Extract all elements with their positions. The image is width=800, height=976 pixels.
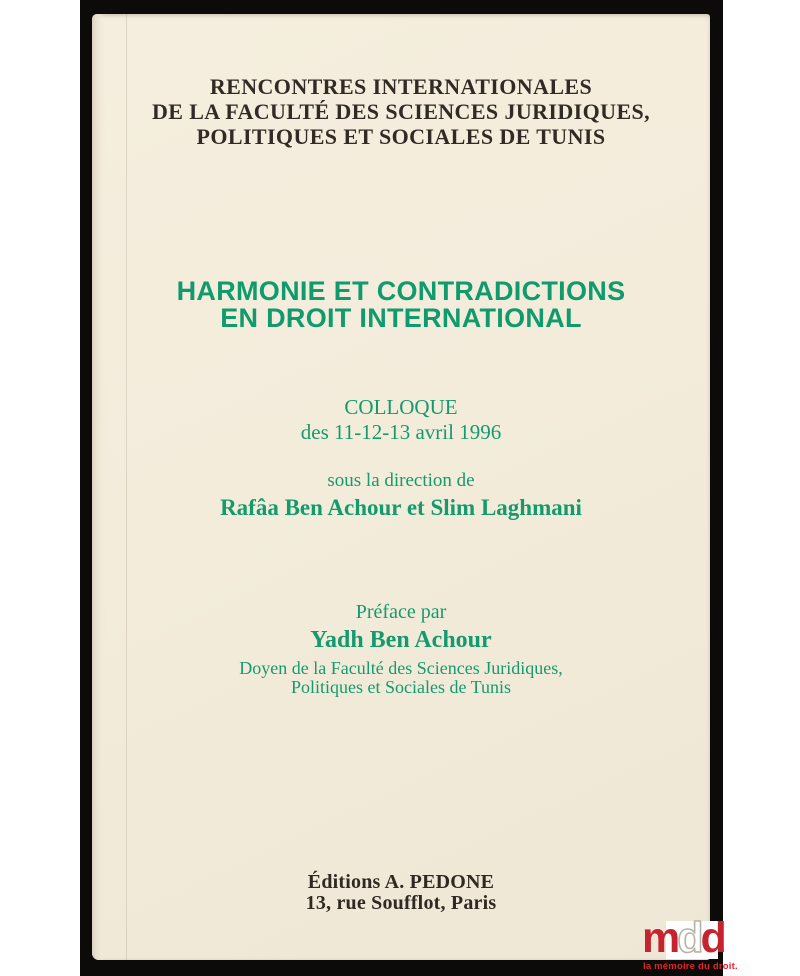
direction-label: sous la direction de	[327, 470, 475, 491]
publisher-name: Éditions A. PEDONE	[307, 871, 495, 893]
mdd-logo-letters	[642, 914, 724, 962]
preface-author-title	[92, 659, 710, 697]
book-title	[92, 278, 710, 332]
title-line: HARMONIE ET CONTRADICTIONS	[176, 276, 626, 306]
logo-letter-d-outline: d	[677, 914, 701, 962]
logo-letter-m: m	[642, 914, 678, 962]
mdd-watermark-logo	[640, 914, 800, 976]
author-title-line: Doyen de la Faculté des Sciences Juridiques,	[239, 658, 563, 678]
title-line: EN DROIT INTERNATIONAL	[220, 303, 582, 333]
series-line: DE LA FACULTÉ DES SCIENCES JURIDIQUES,	[151, 99, 651, 124]
series-line: POLITIQUES ET SOCIALES DE TUNIS	[196, 124, 606, 149]
publisher-address: 13, rue Soufflot, Paris	[305, 892, 497, 914]
series-line: RENCONTRES INTERNATIONALES	[209, 74, 593, 99]
preface-block	[92, 600, 710, 697]
preface-label: Préface par	[355, 601, 447, 623]
book-cover	[92, 14, 710, 960]
colloque-block	[92, 395, 710, 445]
colloque-dates: des 11-12-13 avril 1996	[300, 420, 502, 444]
publisher-block	[92, 872, 710, 914]
directors-names: Rafâa Ben Achour et Slim Laghmani	[220, 495, 582, 520]
watermark-tagline: la mémoire du droit.	[643, 961, 738, 972]
direction-block	[92, 469, 710, 523]
series-heading	[92, 74, 710, 149]
author-title-line: Politiques et Sociales de Tunis	[290, 677, 512, 697]
book-photo	[80, 0, 723, 976]
preface-author: Yadh Ben Achour	[310, 627, 492, 653]
logo-letter-d-red: d	[700, 914, 724, 962]
colloque-label: COLLOQUE	[344, 395, 458, 419]
